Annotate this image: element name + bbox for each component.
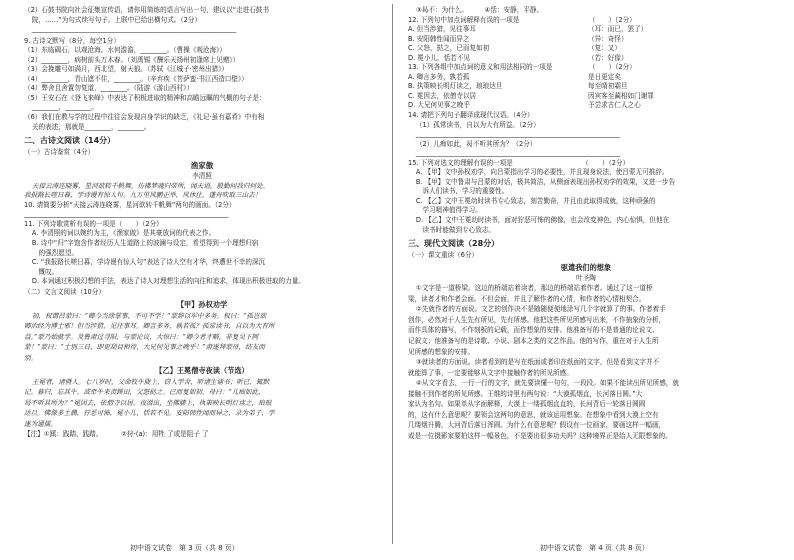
option-compare: 予尝求古仁人之心 <box>588 101 641 110</box>
article-b-body <box>24 377 380 430</box>
article-c-body <box>408 283 764 441</box>
page-divider <box>392 4 393 544</box>
option-text: C. 父怒，挞之，已而复如初 <box>408 44 490 53</box>
q9-line: （4）________，青山遮不住，________。（辛弃疾《菩萨蛮·书江西造口壁》） <box>24 74 248 83</box>
q11: 11. 下列诗歌赏析有误的一项是（ ）（2分） <box>24 219 163 228</box>
q11-option: D. 本词通过积极幻想的手法，表达了诗人对理想生活的向往和追求，体现出积极进取的力量。 <box>31 277 305 286</box>
article-b-line: 曷不听其所为？”冕因去，依僧寺以居。夜潜出，坐佛膝上，执策映长明灯读之，琅琅 <box>24 398 272 407</box>
q11-option: B. 诗中“归”字饱含作者经历人生道路上的波澜与设定，希望得到一个理想归宿 <box>31 238 259 247</box>
article-c-title: 驱遣我们的想象 <box>560 263 612 273</box>
poem-line: 我报路长嗟日暮，学诗谩有惊人句。九万里风鹏正举，风休住，蓬舟吹取三山去！ <box>24 191 262 200</box>
q15-option: 学习精神值得学习。 <box>415 206 482 215</box>
article-c-line: ③就读者的方面说。读者看到的是写在纸面或者印在纸面的文字，但是看到文字并不 <box>415 358 660 367</box>
article-a-body <box>24 311 380 364</box>
q13-options <box>408 73 764 111</box>
q12-option <box>408 44 764 54</box>
article-c-line: 梁，读者才和作者会面。不但会面，并且了解作者的心情，和作者的心情相契合。 <box>408 294 646 303</box>
q13-option <box>408 82 764 92</box>
option-gloss: （耳：而已，罢了） <box>588 25 648 34</box>
q14-line: （1）孤常读书，自以为大有所益。（2分） <box>415 120 540 129</box>
q11-option: 慨叹。 <box>31 267 59 276</box>
article-a-line: 卿治经为博士邪！但当涉猎，见往事耳。卿言多务，孰若孤？孤常读书，自以为大有所 <box>24 322 275 331</box>
q15-option: D. 【乙】文中王冕幼时读书，面对狞恶可怖的佛像，也会改变神色，内心惊惧，但他在 <box>415 216 670 225</box>
section-3-sub1: （一）课文重读（6分） <box>408 250 479 259</box>
option-gloss: （异：奇怪） <box>588 34 628 43</box>
note-1: 【注】①蹊：践踏，践踏。 <box>24 429 100 438</box>
article-c-line: 或是一位摄影家要拍这样一幅景色，不是要出很多功夫吗？这种境界正是给人无限想象的。 <box>408 431 672 440</box>
option-text: D. 大兄何见事之晚乎 <box>408 101 471 110</box>
option-text: A. 卿言多务，孰若孤 <box>408 72 470 81</box>
q11-options <box>24 229 380 286</box>
poem-title: 渔家傲 <box>190 161 214 171</box>
notes-continued: ③曷不：为什么。 ④恬：安静，平静。 <box>415 6 544 14</box>
answer-blank: ______________________________________________________________ <box>415 149 621 158</box>
option-compare: 每至晴初霜旦 <box>588 82 628 91</box>
article-c-line: ④从文字看去，一行一行的文字，就先要读懂一句句，一段段。如果不能读出所见所感，就 <box>415 379 679 388</box>
option-text: B. 安阳韩性闻而异之 <box>408 34 470 43</box>
q15-option: 读书时能做到专心致志。 <box>415 225 496 234</box>
q13: 13. 下列各组中加点词的意义和用法相同的一项是 （ ）（2分） <box>408 63 636 72</box>
page-4-column <box>408 6 764 542</box>
q8-2-block <box>24 6 380 35</box>
option-compare: 是日更定矣 <box>588 72 621 81</box>
answer-blank: ______________________________________________________________ <box>24 210 229 219</box>
q9-line: ________，________。 <box>31 103 98 112</box>
q9-title: 9. 古诗文默写（8分，每空1分） <box>24 36 120 45</box>
article-b-line: 达旦。佛像多土偶，狞恶可怖，冕小儿，恬若不见。安阳韩性闻而异之，录为弟子，学 <box>24 409 275 418</box>
article-a-line: 别。 <box>24 353 38 362</box>
article-a-line: 蒙！”蒙曰：“士别三日，即更刮目相待，大兄何见事之晚乎！”肃遂拜蒙母，结友而 <box>24 343 265 352</box>
q11-option: A. 李清照的词以婉约为主，《渔家傲》是其豪放词的代表之作。 <box>31 229 216 238</box>
article-c-line: 而作具体的描写，不作刻板的记载，而作想象的安排。他准备写的不是普通的论说文、 <box>408 326 659 335</box>
q13-option <box>408 73 764 83</box>
answer-blank: ______________________________________________________________ <box>415 130 621 139</box>
page-3-footer: 初中语文试卷 第 3 页（共 8 页） <box>130 544 239 552</box>
note-2: ②狩-(a)：用牲 了或是阻子 了 <box>121 429 209 438</box>
article-c-line: ①文字是一道桥梁。这边的桥端站着读者，那边的桥端站着作者。通过了这一道桥 <box>415 284 653 293</box>
q8-2-line: （2）石鼓书院向社会征集宣传语，请你用简练的语言写出一句，建议以“走进石鼓书 <box>24 6 269 14</box>
q9-line: （3）会挽雕弓如满月，西北望，射天狼。（苏轼《江城子·密州出猎》） <box>24 65 229 74</box>
option-text: A. 但当涉猎，见往事耳 <box>408 25 476 34</box>
poem-author: 李清照 <box>192 172 212 181</box>
q15-option: 诉人们读书，学习的重要性。 <box>415 187 509 196</box>
poem-line: 天接云涛连晓雾，星河欲转千帆舞。仿佛梦魂归帝所，闻天语，殷勤问我归何处。 <box>31 181 270 190</box>
q12-options <box>408 25 764 63</box>
article-c-line: ②先就作者的方面说。文艺的创作决不是随随便便地涂写几个字就算了的事。作者着手 <box>415 305 666 314</box>
option-compare: 因宾客至蔺相如门谢罪 <box>588 91 654 100</box>
q15: 15. 下列对选文的理解有误的一项是 （ ）（2分） <box>408 158 630 167</box>
option-text: B. 执策映长明灯读之，琅琅达旦 <box>408 82 503 91</box>
article-c-line: 几缕烟升腾，大河背后落日浑圆。为什么有意思呢？假设有一位画家，要画这样一幅画， <box>408 421 666 430</box>
article-c-line: 记叙文；他准备写的是诗歌、小说、剧本之类的文艺作品。他的写作，重在对于人生所 <box>408 336 659 345</box>
article-c-line: 就能算了事，一定要能够从文字中接触作者的所见所感。 <box>408 368 573 377</box>
q12-option <box>408 54 764 64</box>
q12: 12. 下列句中加点词解释有误的一项是 （ ）（2分） <box>408 15 636 24</box>
article-c-line: 见所感的想象的安排。 <box>408 347 474 356</box>
q14-lines <box>408 121 764 159</box>
q10: 10. 请简要分析“天接云涛连晓雾，星河欲转千帆舞”两句的画面。（2分） <box>24 200 236 209</box>
article-b-line: 王冕者，诸暨人。七八岁时，父命牧牛陇上，窃入学舍，听诸生诵书；听已，辄默 <box>31 377 270 386</box>
q15-option: B. 【甲】文中鲁肃与吕蒙的对话，极其简洁，从侧面表现出孙权劝学的效果，又进一步告 <box>415 177 676 186</box>
article-a-title: 【甲】孙权劝学 <box>176 300 228 310</box>
page-4-footer: 初中语文试卷 第 4 页（共 8 页） <box>540 544 649 552</box>
article-c-line: 家认为名句。如果单从字面解释，大漠上一缕孤烟直直的，长河背后一轮落日圆圆 <box>408 400 646 409</box>
q15-option: A. 【甲】文中孙权劝学，向吕蒙指出学习的必要性，并且现身说法，使吕蒙无可推辞。 <box>415 168 669 177</box>
article-c-line: 的，这有什么意思呢？要领会这两句的意思，就该运用想象。在想象中看到大漠上空有 <box>408 410 659 419</box>
q9-line: 关的表述，那就是________，________。 <box>31 122 151 131</box>
article-b-line: 记。暮归，忘其牛。或牵牛来责蹊田，父怒挞之。已而复如初。母曰：“儿痴如此， <box>24 388 265 397</box>
article-b-line: 遂为通儒。 <box>24 420 57 429</box>
article-c-line: 创作，必然对于人生先有所见，先有所感。他把这些所见所感写出来，不作抽象的分析， <box>408 315 666 324</box>
q8-2-line: 院，……”为句式续写句子。上联中已给出横句式。（2分） <box>31 15 202 24</box>
q15-options <box>408 168 764 235</box>
q9-line: （6）我们在教与学的过程中往往会发现自身学识的缺乏，《礼记·虽有嘉肴》中有相 <box>24 113 265 122</box>
section-2-title: 二、古诗文阅读（14分） <box>24 136 116 146</box>
section-2-sub2: （二）文言文阅读（10分） <box>24 287 105 296</box>
q9-line: （4）弊舍且舍置勿复道，________。（陆游《游山西村》） <box>24 84 194 93</box>
notes-line <box>24 430 380 440</box>
poem-body <box>24 182 380 201</box>
q11-option: 的强烈愿望。 <box>31 248 79 257</box>
article-a-line: 益。”蒙乃始就学。及鲁肃过寻阳，与蒙论议，大惊曰：“卿今者才略，非复吴下阿 <box>24 332 259 341</box>
q14-line: （2）儿痴如此，曷不听其所为？（2分） <box>415 139 537 148</box>
option-gloss: （复：又） <box>588 44 621 53</box>
q9-line: （5）王安石在《登飞来峰》中表达了积极进取的精神和高瞻远瞩的气概的句子是： <box>24 93 266 102</box>
section-2-sub1: （一）古诗鉴赏（4分） <box>24 147 95 156</box>
q13-option <box>408 101 764 111</box>
option-text: D. 冕小儿，恬若不见 <box>408 53 471 62</box>
q14: 14. 请把下列句子翻译成现代汉语。（4分） <box>408 111 534 120</box>
q9-line: （1）东临碣石，以观沧海。水何澹澹，________。（曹操《观沧海》） <box>24 46 227 55</box>
q12-option <box>408 25 764 35</box>
page-3-column <box>24 6 380 542</box>
article-c-line: 接触不到作者的所见所感。王维的诗里有两句说：“大漠孤烟直，长河落日圆。”大 <box>408 389 643 398</box>
q9-line: （2）________，病树前头万木春。（刘禹锡《酬乐天扬州初逢席上见赠》） <box>24 55 240 64</box>
q11-option: C. “我报路长嗟日暮，学诗谩有惊人句”表达了诗人空有才华，终遭世不幸的深沉 <box>31 258 266 267</box>
q12-option <box>408 35 764 45</box>
option-text: C. 冕因去，依僧寺以居 <box>408 91 477 100</box>
article-b-title: 【乙】王冕僧寺夜读（节选） <box>155 366 249 376</box>
option-gloss: （若：好像） <box>588 53 628 62</box>
answer-blank: ______________________________________________________________ <box>31 25 237 34</box>
section-3-title: 三、现代文阅读（28分） <box>408 239 500 249</box>
article-c-author: 叶圣陶 <box>576 273 596 282</box>
q15-option: C. 【乙】文中王冕幼时读书专心致志，刻苦勤奋，并且由此取得成就，这种顽强的 <box>415 196 656 205</box>
q9-lines <box>24 46 380 132</box>
article-a-line: 初，权谓吕蒙曰：“卿今当涂掌事，不可不学！”蒙辞以军中多务。权曰：“孤岂欲 <box>31 311 267 320</box>
